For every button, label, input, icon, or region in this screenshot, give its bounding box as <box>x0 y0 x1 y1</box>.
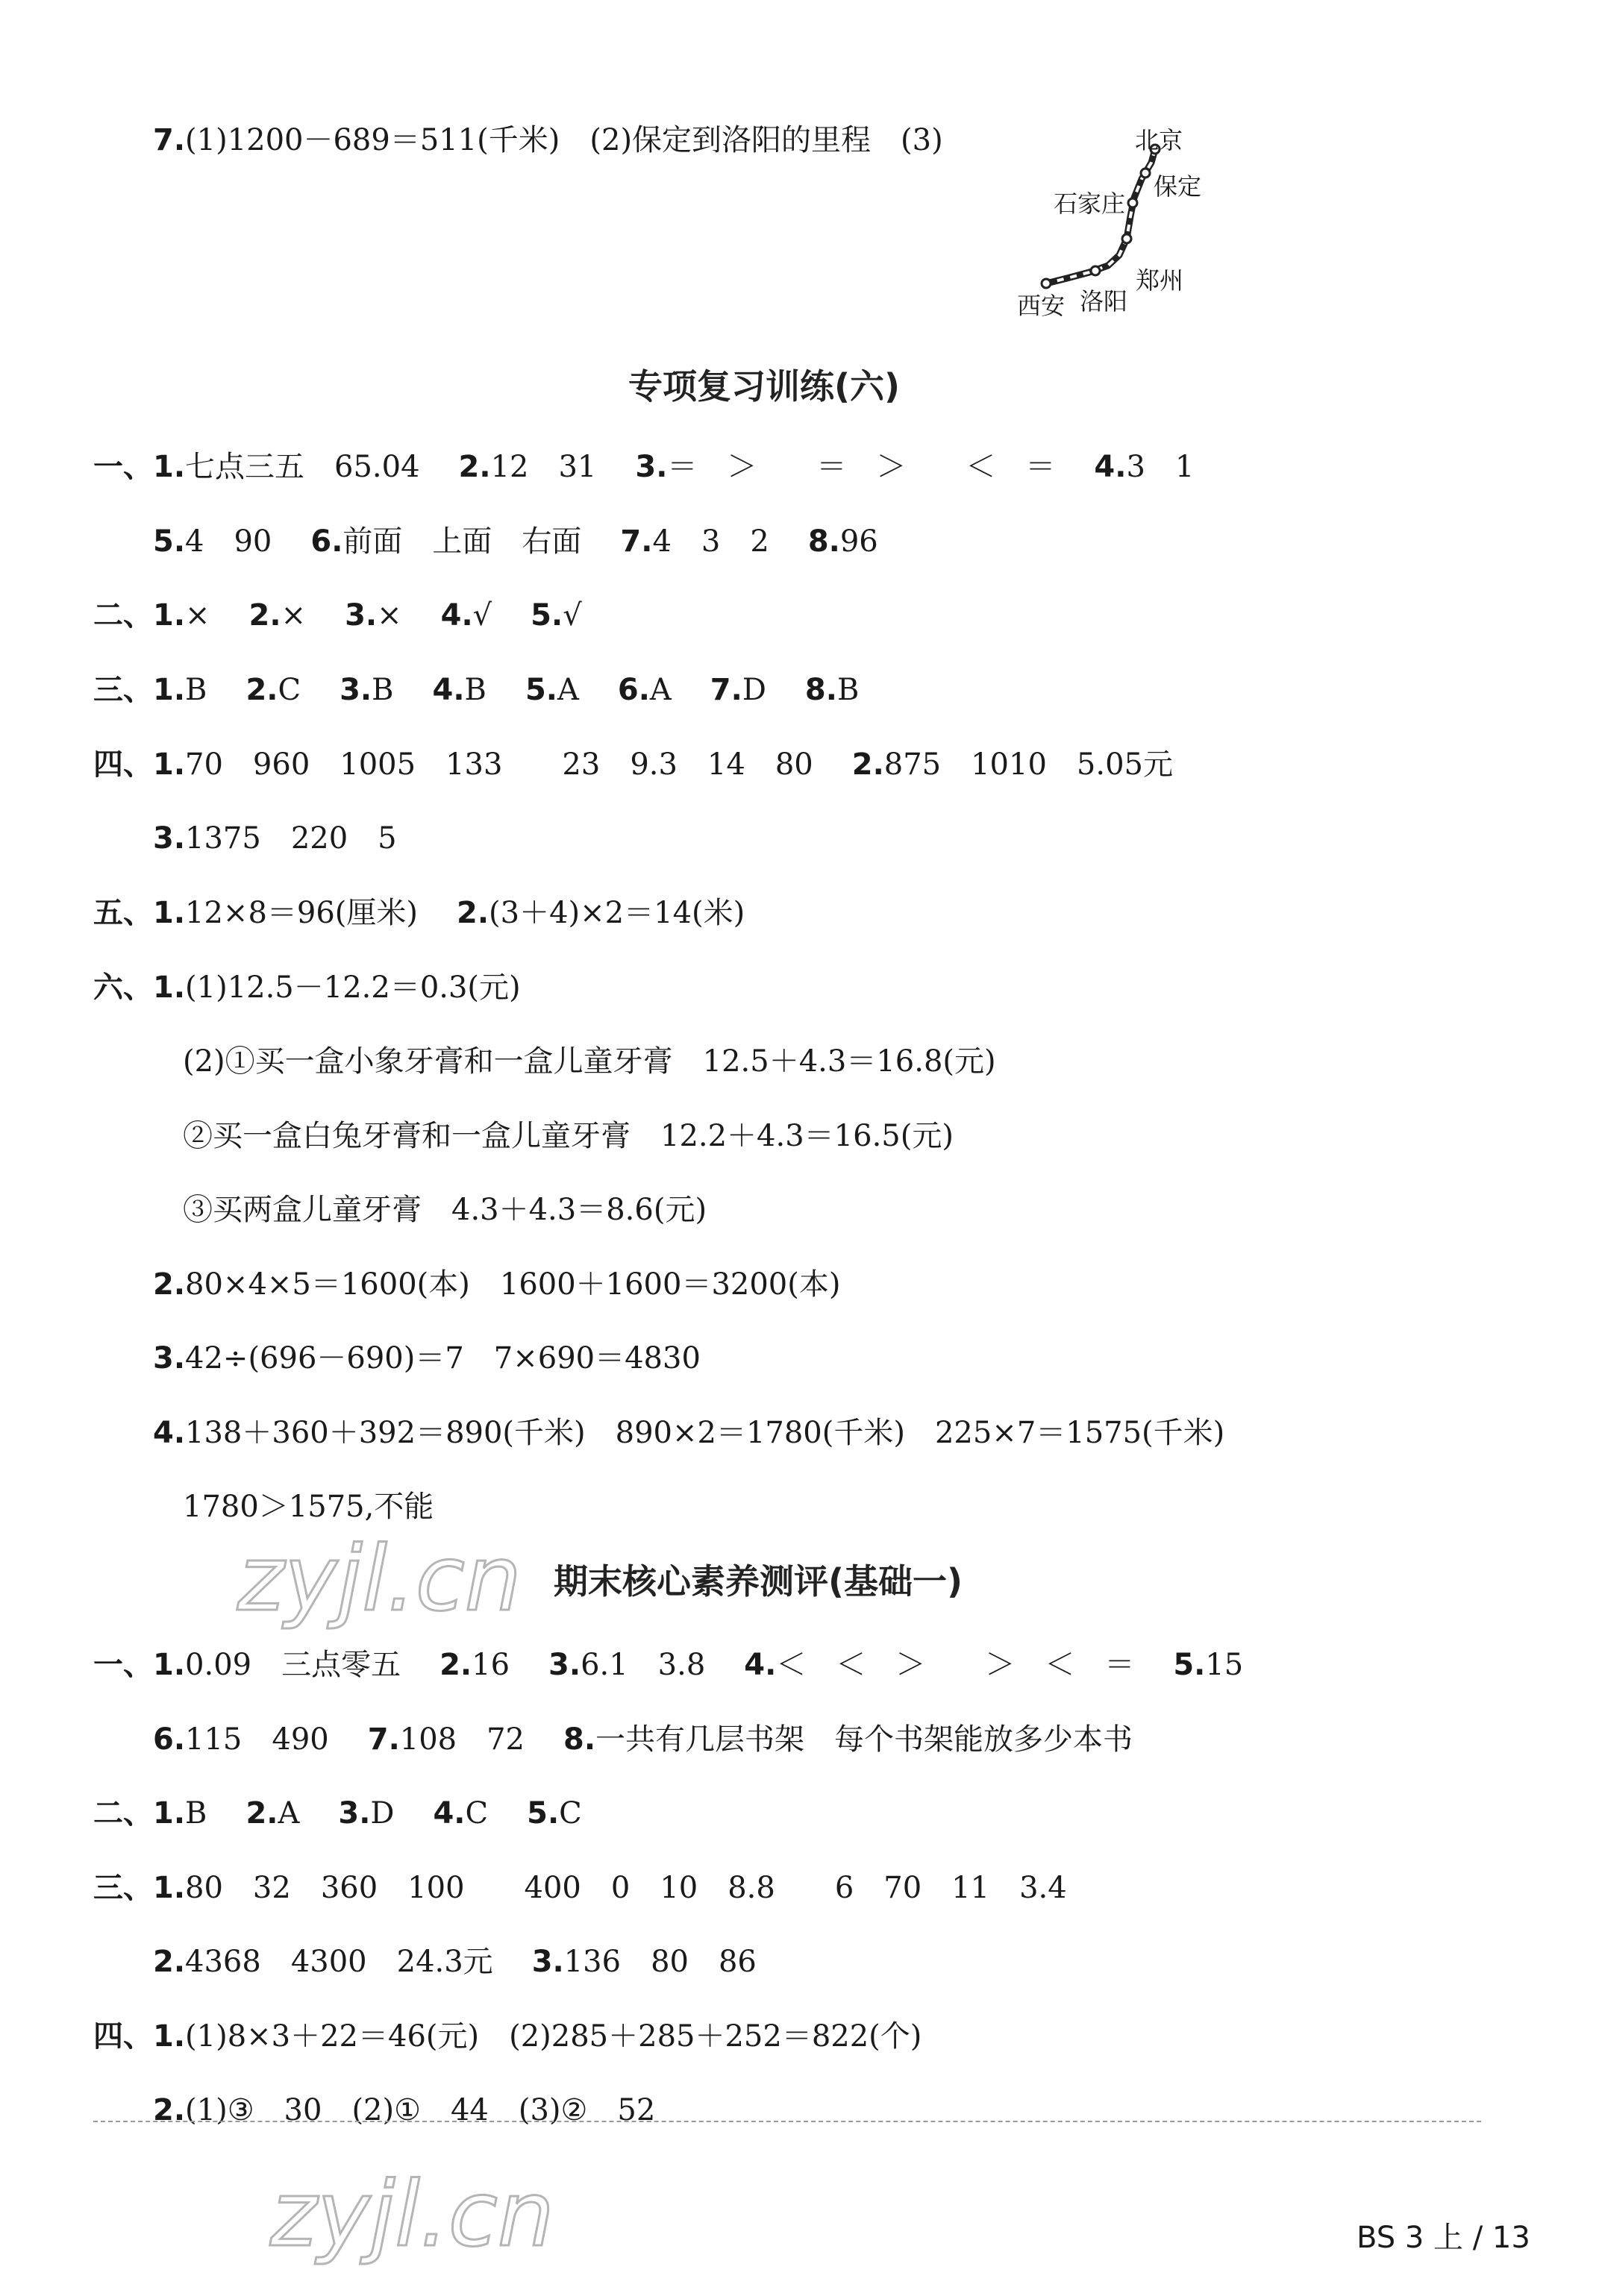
answer-line: 二、1.B 2.A 3.D 4.C 5.C <box>93 1796 582 1831</box>
city-dot-shijiazhuang <box>1128 198 1137 207</box>
q7-text: (1)1200－689＝511(千米) (2)保定到洛阳的里程 (3) <box>185 123 943 157</box>
city-label-zhengzhou: 郑州 <box>1136 266 1184 295</box>
route-map <box>1015 119 1239 316</box>
watermark: zyjl.cn <box>270 2163 554 2267</box>
city-dot-baoding <box>1141 169 1150 178</box>
city-label-luoyang: 洛阳 <box>1080 287 1128 316</box>
answer-line: 三、1.80 32 360 100 400 0 10 8.8 6 70 11 3.4 <box>93 1871 1067 1905</box>
answer-line: 一、1.七点三五 65.04 2.12 31 3.＝ ＞ ＝ ＞ ＜ ＝ 4.3 1 <box>93 450 1195 484</box>
answer-line: 4.138＋360＋392＝890(千米) 890×2＝1780(千米) 225×7＝1575(千米) <box>153 1416 1225 1450</box>
q7-number: 7. <box>153 123 186 157</box>
footer-divider <box>93 2121 1481 2122</box>
answer-line: ③买两盒儿童牙膏 4.3＋4.3＝8.6(元) <box>183 1193 707 1227</box>
city-dot-zhengzhou <box>1122 234 1131 243</box>
answer-line: 四、1.(1)8×3＋22＝46(元) (2)285＋285＋252＝822(个) <box>93 2019 922 2054</box>
answer-line: 六、1.(1)12.5－12.2＝0.3(元) <box>93 970 521 1005</box>
city-label-beijing: 北京 <box>1135 126 1183 154</box>
answer-line: 1780＞1575,不能 <box>183 1490 434 1524</box>
answer-line: 2.80×4×5＝1600(本) 1600＋1600＝3200(本) <box>153 1267 841 1302</box>
answer-line: 三、1.B 2.C 3.B 4.B 5.A 6.A 7.D 8.B <box>93 673 860 707</box>
answer-line: 2.4368 4300 24.3元 3.136 80 86 <box>153 1945 757 1979</box>
city-label-baoding: 保定 <box>1154 172 1202 201</box>
city-label-shijiazhuang: 石家庄 <box>1054 189 1126 218</box>
answer-line: 3.42÷(696－690)＝7 7×690＝4830 <box>153 1341 701 1376</box>
city-label-xian: 西安 <box>1017 292 1066 320</box>
answer-line: (2)①买一盒小象牙膏和一盒儿童牙膏 12.5＋4.3＝16.8(元) <box>183 1044 996 1079</box>
answer-line: 四、1.70 960 1005 133 23 9.3 14 80 2.875 1010 5.05元 <box>93 747 1173 782</box>
city-dot-luoyang <box>1091 266 1100 275</box>
answer-line: 3.1375 220 5 <box>153 821 397 856</box>
watermark: zyjl.cn <box>237 1528 522 1631</box>
answer-line: 二、1.× 2.× 3.× 4.√ 5.√ <box>93 598 582 633</box>
answer-line: 2.(1)③ 30 (2)① 44 (3)② 52 <box>153 2093 656 2127</box>
answer-line: 5.4 90 6.前面 上面 右面 7.4 3 2 8.96 <box>153 524 878 559</box>
answer-line: 五、1.12×8＝96(厘米) 2.(3＋4)×2＝14(米) <box>93 896 745 930</box>
section-title-review-6: 专项复习训练(六) <box>628 366 901 407</box>
answer-line: 一、1.0.09 三点零五 2.16 3.6.1 3.8 4.＜ ＜ ＞ ＞ ＜ ＝ 5.15 <box>93 1648 1244 1682</box>
city-dot-xian <box>1042 279 1051 288</box>
page-number: BS 3 上 / 13 <box>1357 2221 1530 2255</box>
section-title-final-test: 期末核心素养测评(基础一) <box>554 1561 963 1602</box>
answer-line: 6.115 490 7.108 72 8.一共有几层书架 每个书架能放多少本书 <box>153 1722 1133 1757</box>
q7-line <box>153 119 943 161</box>
answer-line: ②买一盒白兔牙膏和一盒儿童牙膏 12.2＋4.3＝16.5(元) <box>183 1119 954 1153</box>
